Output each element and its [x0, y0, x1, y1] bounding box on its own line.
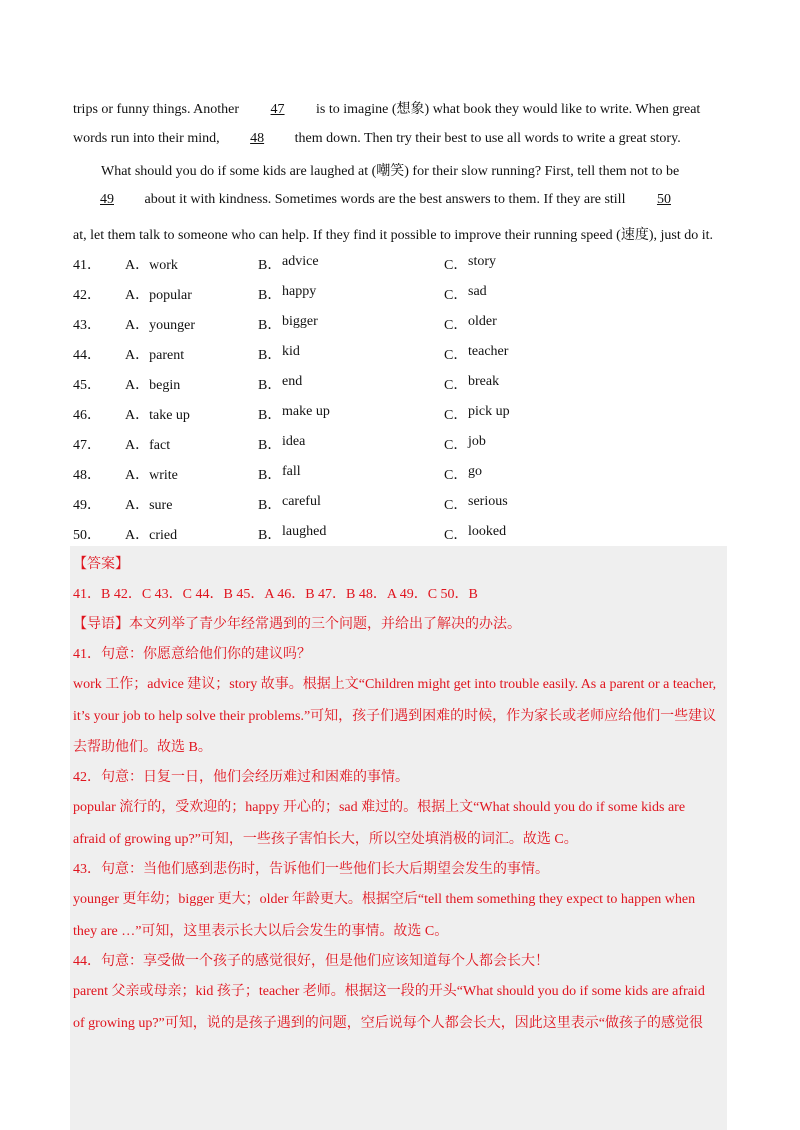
explanation-line: popular 流行的，受欢迎的；happy 开心的；sad 难过的。根据上文“What should you do if some kids are — [73, 800, 686, 815]
option-b-letter: B． — [258, 288, 282, 303]
passage-line-5 — [73, 224, 713, 244]
option-c: older — [468, 314, 497, 329]
passage-text: words run into their mind, — [73, 131, 224, 146]
passage-line-3 — [101, 160, 679, 180]
explanation-line: parent 父亲或母亲；kid 孩子；teacher 老师。根据这一段的开头“What should you do if some kids are afraid — [73, 984, 705, 999]
option-c-letter: C． — [444, 528, 468, 543]
option-a: A．take up — [125, 408, 190, 423]
option-c-letter: C． — [444, 408, 468, 423]
explanation-line: 41．句意：你愿意给他们你的建议吗？ — [73, 647, 311, 662]
option-b: end — [282, 374, 303, 389]
option-a: A．begin — [125, 378, 181, 393]
option-a: A．popular — [125, 288, 192, 303]
option-b-letter: B． — [258, 408, 282, 423]
option-c: teacher — [468, 344, 509, 359]
explanation-line: of growing up?”可知，说的是孩子遇到的问题，空后说每个人都会长大，因此这里表示“做孩子的感觉很 — [73, 1016, 703, 1031]
question-number: 43． — [73, 318, 101, 333]
option-b: laughed — [282, 524, 327, 539]
option-b: make up — [282, 404, 330, 419]
question-number: 42． — [73, 288, 101, 303]
explanation-line: they are …”可知，这里表示长大以后会发生的事情。故选 C。 — [73, 924, 449, 939]
explanation-line: it’s your job to help solve their problems.”可知，孩子们遇到困难的时候，作为家长或老师应给他们一些建议 — [73, 709, 717, 724]
option-c-letter: C． — [444, 498, 468, 513]
option-b: advice — [282, 254, 319, 269]
option-b-letter: B． — [258, 468, 282, 483]
question-number: 46． — [73, 408, 101, 423]
blank-48: 48 — [250, 131, 265, 146]
passage-text: trips or funny things. Another — [73, 102, 243, 117]
passage-line-2 — [73, 131, 681, 147]
question-number: 45． — [73, 378, 101, 393]
passage-text: about it with kindness. Sometimes words are the best answers to them. If they are still — [141, 192, 629, 207]
option-c-letter: C． — [444, 288, 468, 303]
option-b-letter: B． — [258, 498, 282, 513]
option-c: pick up — [468, 404, 510, 419]
option-b-letter: B． — [258, 318, 282, 333]
option-c: job — [468, 434, 486, 449]
option-b: fall — [282, 464, 301, 479]
option-c-letter: C． — [444, 438, 468, 453]
blank-49: 49 — [100, 192, 114, 207]
option-c-letter: C． — [444, 258, 468, 273]
option-c-letter: C． — [444, 378, 468, 393]
option-c-letter: C． — [444, 468, 468, 483]
option-b-letter: B． — [258, 438, 282, 453]
answer-keys: 41．B 42．C 43．C 44．B 45．A 46．B 47．B 48．A 49．C 50．B — [73, 587, 478, 602]
option-b: bigger — [282, 314, 318, 329]
option-a: A．cried — [125, 528, 178, 543]
option-c-letter: C． — [444, 318, 468, 333]
blank-47: 47 — [270, 102, 285, 117]
passage-text: at, let them talk to someone who can help. If they find it possible to improve their running speed (速度), just do it. — [73, 228, 713, 243]
option-b-letter: B． — [258, 258, 282, 273]
explanation-line: afraid of growing up?”可知，一些孩子害怕长大，所以空处填消极的词汇。故选 C。 — [73, 832, 578, 847]
option-c: break — [468, 374, 500, 389]
guide-text: 【导语】本文列举了青少年经常遇到的三个问题，并给出了解决的办法。 — [73, 617, 521, 632]
blank-50: 50 — [656, 192, 671, 207]
passage-text: them down. Then try their best to use all words to write a great story. — [291, 131, 681, 146]
option-b-letter: B． — [258, 348, 282, 363]
option-c: go — [468, 464, 482, 479]
explanation-line: 43．句意：当他们感到悲伤时，告诉他们一些他们长大后期望会发生的事情。 — [73, 862, 549, 877]
option-a: A．parent — [125, 348, 185, 363]
option-a: A．fact — [125, 438, 171, 453]
passage-text: What should you do if some kids are laughed at (嘲笑) for their slow running? First, tell them not to be — [101, 164, 680, 179]
option-a: A．sure — [125, 498, 173, 513]
option-b: kid — [282, 344, 300, 359]
option-c: sad — [468, 284, 487, 299]
question-number: 47． — [73, 438, 101, 453]
question-number: 44． — [73, 348, 101, 363]
option-c-letter: C． — [444, 348, 468, 363]
passage-text: is to imagine (想象) what book they would like to write. When great — [312, 102, 701, 117]
option-b: careful — [282, 494, 321, 509]
question-number: 48． — [73, 468, 101, 483]
explanation-line: 44．句意：享受做一个孩子的感觉很好，但是他们应该知道每个人都会长大！ — [73, 954, 549, 969]
option-c: story — [468, 254, 496, 269]
question-number: 49． — [73, 498, 101, 513]
explanation-line: work 工作；advice 建议；story 故事。根据上文“Children might get into trouble easily. As a parent or a teacher, — [73, 677, 717, 692]
explanation-line: 42．句意：日复一日，他们会经历难过和困难的事情。 — [73, 770, 409, 785]
option-c: serious — [468, 494, 508, 509]
option-b-letter: B． — [258, 378, 282, 393]
explanation-line: 去帮助他们。故选 B。 — [73, 740, 212, 755]
passage-line-4 — [73, 192, 699, 208]
answer-heading: 【答案】 — [73, 557, 129, 572]
question-number: 50． — [73, 528, 101, 543]
option-a: A．write — [125, 468, 178, 483]
question-number: 41． — [73, 258, 101, 273]
option-a: A．work — [125, 258, 178, 273]
passage-line-1 — [73, 98, 700, 118]
option-b-letter: B． — [258, 528, 282, 543]
option-a: A．younger — [125, 318, 195, 333]
option-c: looked — [468, 524, 507, 539]
explanation-line: younger 更年幼；bigger 更大；older 年龄更大。根据空后“tell them something they expect to happen when — [73, 892, 696, 907]
option-b: idea — [282, 434, 306, 449]
option-b: happy — [282, 284, 317, 299]
